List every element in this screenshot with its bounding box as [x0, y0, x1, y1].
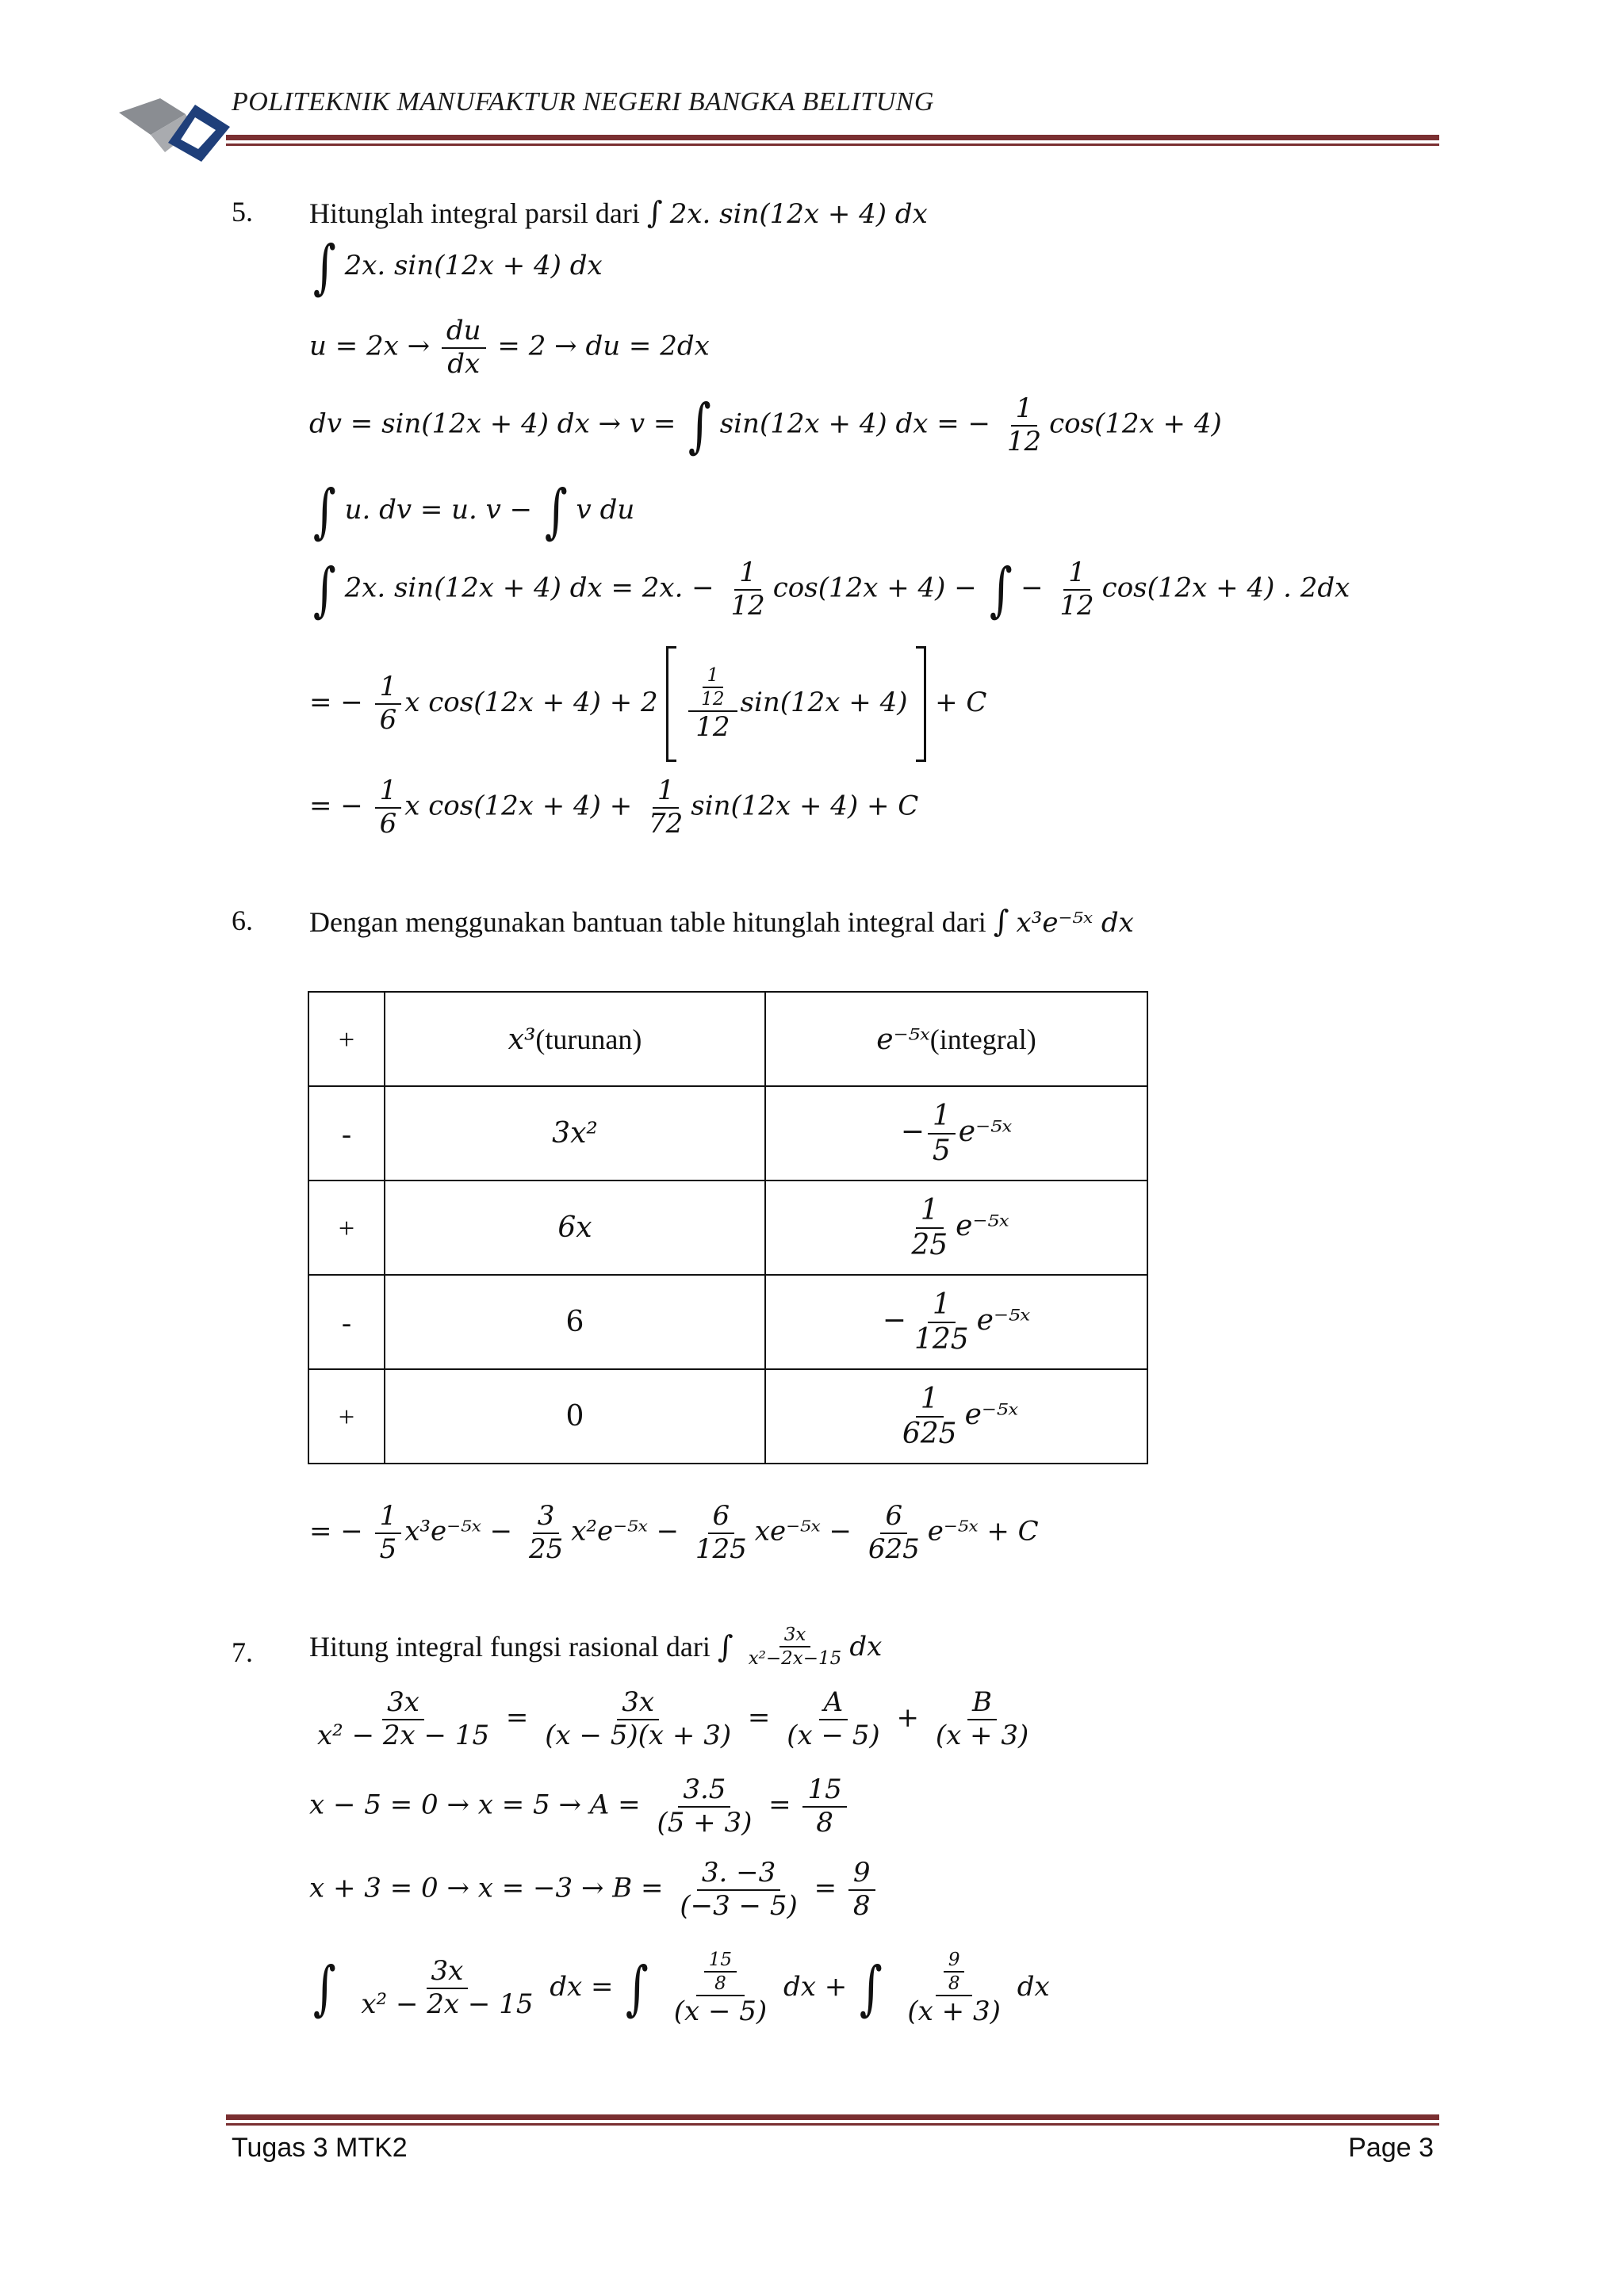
- table-row: [308, 1086, 1147, 1181]
- fraction: $\frac{6}{625}$: [868, 1500, 920, 1565]
- integral-cell: $\frac{1}{25}$ e⁻⁵ˣ: [765, 1181, 1147, 1275]
- fraction: $\frac{1}{6}$: [375, 777, 402, 838]
- fraction: $\frac{6}{125}$: [695, 1500, 747, 1565]
- table-row: [308, 1181, 1147, 1275]
- left-bracket: [666, 646, 676, 762]
- q5-integrand: 2x. sin(12x + 4) dx: [669, 198, 928, 230]
- derivative-cell: 6x: [385, 1181, 765, 1275]
- sign-cell: +: [308, 1181, 385, 1275]
- fraction: $\frac{1}{5}$: [375, 1502, 402, 1563]
- header-title: POLITEKNIK MANUFAKTUR NEGERI BANGKA BELITUNG: [232, 87, 934, 117]
- q5-prompt: Hitunglah integral parsil dari: [309, 197, 640, 229]
- integral-cell: − $\frac{1}{5}$ e⁻⁵ˣ: [765, 1086, 1147, 1181]
- q5-prompt-line: Hitunglah integral parsil dari ∫ 2x. sin(12x + 4) dx: [309, 195, 928, 230]
- table-row: [308, 1275, 1147, 1369]
- fraction: $\frac{1}{12}$: [1059, 557, 1094, 622]
- q7-prompt-line: Hitung integral fungsi rasional dari ∫ $\frac{3x}{\text{x²−2x−15}}$ dx: [309, 1624, 883, 1670]
- derivative-cell: 0: [385, 1369, 765, 1464]
- q7-step-2: x − 5 = 0 → x = 5 → A = $\frac{3.5}{(5 + 3)}$ = $\frac{15}{8}$: [309, 1776, 850, 1837]
- q7-number: 7.: [232, 1636, 253, 1668]
- nested-fraction: $\frac{\frac{1}{12}}{12}$: [688, 666, 737, 742]
- table-header-row: [308, 992, 1147, 1086]
- q5-step-1: ∫ 2x. sin(12x + 4) dx: [312, 233, 603, 301]
- q6-integrand: x³e⁻⁵ˣ dx: [1016, 907, 1134, 939]
- q7-step-3: x + 3 = 0 → x = −3 → B = $\frac{3. -3}{(-3 - 5)}$ = $\frac{9}{8}$: [309, 1859, 879, 1920]
- q5-step-3: dv = sin(12x + 4) dx → v = ∫ sin(12x + 4) dx = − $\frac{1}{12}$ cos(12x + 4): [309, 391, 1222, 460]
- sign-cell: +: [308, 992, 385, 1086]
- fraction: $\frac{1}{12}$: [1006, 392, 1042, 457]
- q6-prompt-line: Dengan menggunakan bantuan table hitunglah integral dari ∫ x³e⁻⁵ˣ dx: [309, 904, 1134, 939]
- fraction: $\frac{3}{25}$: [528, 1500, 564, 1565]
- q6-result: = − $\frac{1}{5}$ x³e⁻⁵ˣ − $\frac{3}{25}$ x²e⁻⁵ˣ − $\frac{6}{125}$ xe⁻⁵ˣ − $\frac{6}{625}$ e⁻⁵ˣ + C: [309, 1500, 1039, 1565]
- fraction: $\frac{1}{12}$: [730, 557, 765, 622]
- derivative-cell: 6: [385, 1275, 765, 1369]
- institution-logo: [119, 97, 238, 165]
- footer-course: Tugas 3 MTK2: [232, 2133, 408, 2163]
- integral-header: e⁻⁵ˣ(integral): [765, 992, 1147, 1086]
- q5-step-4: ∫ u. dv = u. v − ∫ v du: [312, 477, 635, 545]
- right-bracket: [916, 646, 926, 762]
- q6-number: 6.: [232, 905, 253, 936]
- q5-step-7: = − $\frac{1}{6}$ x cos(12x + 4) + $\frac{1}{72}$ sin(12x + 4) + C: [309, 775, 919, 840]
- header-rule-thick: [226, 135, 1439, 140]
- footer-page-number: Page 3: [1348, 2133, 1434, 2163]
- header-rule-thin: [226, 144, 1439, 146]
- q7-step-1: $\frac{3x}{\text{x² − 2x − 15}}$ = $\frac{3x}{(x - 5)(x + 3)}$ = $\frac{A}{(x - 5)}$ + $\frac{B}{(x + 3)}$: [317, 1686, 1029, 1751]
- integral-cell: − $\frac{1}{125}$ e⁻⁵ˣ: [765, 1275, 1147, 1369]
- table-row: [308, 1369, 1147, 1464]
- fraction: $\frac{du}{dx}$: [442, 317, 486, 378]
- q7-prompt: Hitung integral fungsi rasional dari: [309, 1631, 710, 1663]
- tabular-integration-table: [308, 991, 1148, 1464]
- fraction: $\frac{1}{6}$: [375, 673, 402, 734]
- integral-cell: $\frac{1}{625}$ e⁻⁵ˣ: [765, 1369, 1147, 1464]
- q5-step-6: = − $\frac{1}{6}$ x cos(12x + 4) + 2 $\frac{\frac{1}{12}}{12}$ sin(12x + 4) + C: [309, 646, 986, 762]
- q6-prompt: Dengan menggunakan bantuan table hitunglah integral dari: [309, 906, 986, 938]
- sign-cell: +: [308, 1369, 385, 1464]
- q5-number: 5.: [232, 196, 253, 228]
- q5-step-5: ∫ 2x. sin(12x + 4) dx = 2x. − $\frac{1}{12}$ cos(12x + 4) − ∫ − $\frac{1}{12}$ cos(12x + 4) . 2dx: [312, 555, 1350, 624]
- footer-rule-thick: [226, 2114, 1439, 2120]
- sign-cell: -: [308, 1086, 385, 1181]
- sign-cell: -: [308, 1275, 385, 1369]
- footer-rule-thin: [226, 2123, 1439, 2126]
- q7-step-4: ∫ $\frac{3x}{\text{x² − 2x − 15}}$ dx = ∫ $\frac{\frac{15}{8}}{(x - 5)}$ dx + ∫ $\frac{\frac{9}{8}}{(x + 3)}$ dx: [312, 1950, 1050, 2028]
- q5-step-2: u = 2x → $\frac{du}{dx}$ = 2 → du = 2dx: [309, 315, 710, 380]
- q7-integrand: $\frac{3x}{\text{x²−2x−15}}$: [748, 1624, 842, 1670]
- derivative-header: x³(turunan): [385, 992, 765, 1086]
- derivative-cell: 3x²: [385, 1086, 765, 1181]
- fraction: $\frac{1}{72}$: [649, 775, 684, 840]
